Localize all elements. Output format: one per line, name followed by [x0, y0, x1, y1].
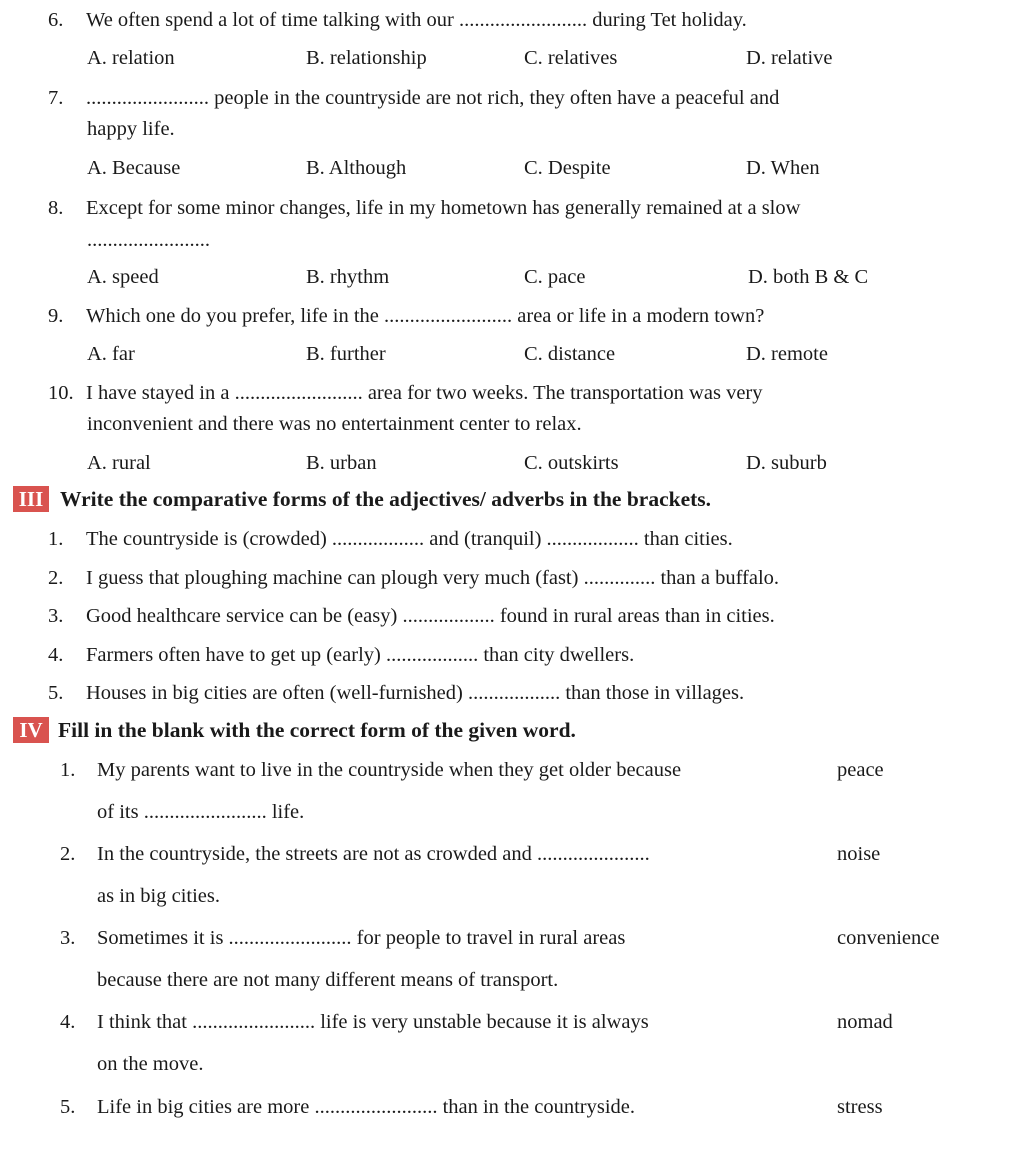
option-a: A. speed [87, 266, 159, 288]
item-number: 2. [60, 843, 76, 865]
given-word: peace [837, 759, 884, 781]
question-number: 9. [48, 305, 64, 327]
given-word: noise [837, 843, 881, 865]
question-number: 10. [48, 382, 74, 404]
item-text: In the countryside, the streets are not as crowded and ...................... [97, 843, 650, 865]
item-number: 2. [48, 567, 64, 589]
option-a: A. far [87, 343, 135, 365]
option-a: A. relation [87, 47, 175, 69]
option-c: C. pace [524, 266, 586, 288]
item-number: 3. [48, 605, 64, 627]
item-text: Life in big cities are more ........................ than in the countryside. [97, 1096, 635, 1118]
option-b: B. relationship [306, 47, 427, 69]
option-d: D. remote [746, 343, 828, 365]
option-d: D. relative [746, 47, 833, 69]
option-b: B. urban [306, 452, 377, 474]
option-a: A. Because [87, 157, 181, 179]
option-a: A. rural [87, 452, 151, 474]
item-number: 4. [60, 1011, 76, 1033]
item-text: The countryside is (crowded) .................. and (tranquil) .................. than cities. [86, 528, 733, 550]
question-text-continued: inconvenient and there was no entertainment center to relax. [87, 413, 582, 435]
question-number: 8. [48, 197, 64, 219]
question-number: 6. [48, 9, 64, 31]
item-text-continued: because there are not many different means of transport. [97, 969, 559, 991]
section-badge: III [13, 486, 49, 512]
option-d: D. both B & C [748, 266, 869, 288]
option-c: C. relatives [524, 47, 618, 69]
question-text: Except for some minor changes, life in my hometown has generally remained at a slow [86, 197, 801, 219]
option-b: B. further [306, 343, 386, 365]
answer-blank: ........................ [87, 229, 210, 251]
item-number: 1. [48, 528, 64, 550]
question-text: Which one do you prefer, life in the ......................... area or life in a modern town? [86, 305, 765, 327]
question-number: 7. [48, 87, 64, 109]
option-b: B. Although [306, 157, 407, 179]
item-number: 5. [48, 682, 64, 704]
section-badge: IV [13, 717, 49, 743]
given-word: stress [837, 1096, 883, 1118]
question-text-continued: happy life. [87, 118, 175, 140]
option-c: C. distance [524, 343, 616, 365]
item-text: I think that ........................ life is very unstable because it is always [97, 1011, 649, 1033]
item-text: Farmers often have to get up (early) .................. than city dwellers. [86, 644, 635, 666]
question-text: I have stayed in a ......................... area for two weeks. The transportation was very [86, 382, 763, 404]
item-text: I guess that ploughing machine can plough very much (fast) .............. than a buffalo. [86, 567, 780, 589]
section-title: Fill in the blank with the correct form of the given word. [58, 718, 576, 742]
question-text: We often spend a lot of time talking with our ......................... during Tet holiday. [86, 9, 747, 31]
item-text: Houses in big cities are often (well-furnished) .................. than those in villages. [86, 682, 745, 704]
given-word: nomad [837, 1011, 893, 1033]
item-number: 4. [48, 644, 64, 666]
item-text-continued: as in big cities. [97, 885, 220, 907]
item-text: My parents want to live in the countryside when they get older because [97, 759, 682, 781]
given-word: convenience [837, 927, 940, 949]
option-c: C. Despite [524, 157, 611, 179]
option-c: C. outskirts [524, 452, 619, 474]
option-d: D. When [746, 157, 820, 179]
item-number: 5. [60, 1096, 76, 1118]
section-title: Write the comparative forms of the adjectives/ adverbs in the brackets. [60, 487, 712, 511]
item-text-continued: of its ........................ life. [97, 801, 305, 823]
item-number: 3. [60, 927, 76, 949]
item-text: Sometimes it is ........................ for people to travel in rural areas [97, 927, 626, 949]
option-b: B. rhythm [306, 266, 390, 288]
item-text: Good healthcare service can be (easy) .................. found in rural areas than in cities. [86, 605, 775, 627]
option-d: D. suburb [746, 452, 827, 474]
item-text-continued: on the move. [97, 1053, 204, 1075]
question-text: ........................ people in the countryside are not rich, they often have a peaceful and [86, 87, 780, 109]
item-number: 1. [60, 759, 76, 781]
